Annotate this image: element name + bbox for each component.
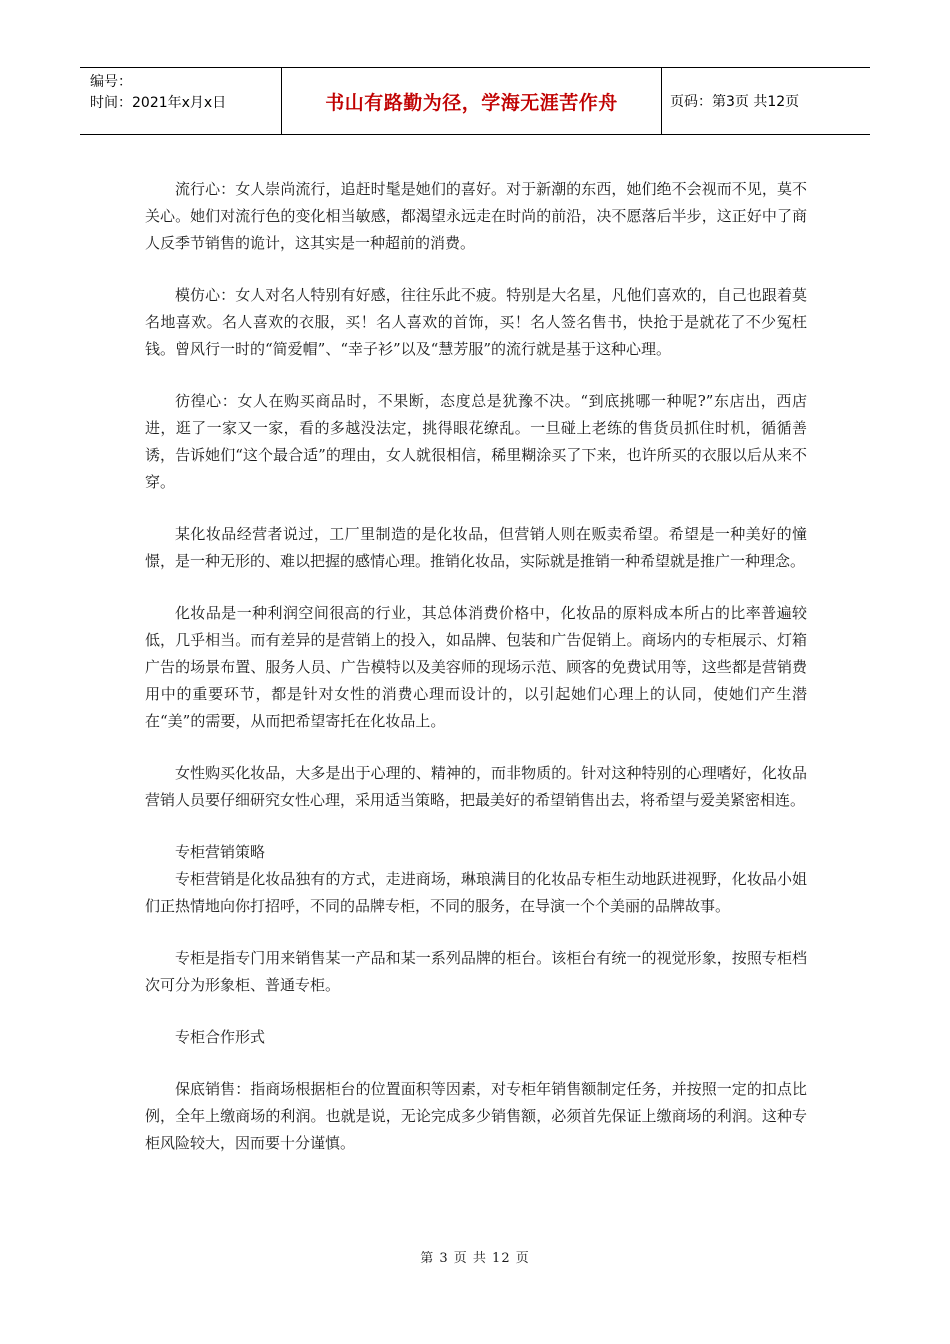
document-body (145, 176, 807, 1182)
section-heading-counter-strategy: 专柜营销策略 (175, 843, 266, 861)
header-page-number: 页码：第3页 共12页 (670, 94, 800, 110)
paragraph-profit-margin: 化妆品是一种利润空间很高的行业，其总体消费价格中，化妆品的原料成本所占的比率普遍较低，几乎相当。而有差异的是营销上的投入，如品牌、包装和广告促销上。商场内的专柜展示、灯箱广告的场景布置、服务人员、广告模特以及美容师的现场示范、顾客的免费试用等，这些都是营销费用中的重要环节，都是针对女性的消费心理而设计的，以引起她们心理上的认同，使她们产生潜在“美”的需要，从而把希望寄托在化妆品上。 (145, 604, 807, 730)
paragraph-counter-marketing: 专柜营销是化妆品独有的方式，走进商场，琳琅满目的化妆品专柜生动地跃进视野，化妆品小姐们正热情地向你打招呼，不同的品牌专柜，不同的服务，在导演一个个美丽的品牌故事。 (145, 870, 807, 915)
page-footer: 第 3 页 共 12 页 (420, 1251, 530, 1266)
paragraph-counter-definition: 专柜是指专门用来销售某一产品和某一系列品牌的柜台。该柜台有统一的视觉形象，按照专柜档次可分为形象柜、普通专柜。 (145, 949, 807, 994)
doc-number-label: 编号： (90, 74, 132, 90)
paragraph-imitation: 模仿心：女人对名人特别有好感，往往乐此不疲。特别是大名星，凡他们喜欢的，自己也跟着莫名地喜欢。名人喜欢的衣服，买！名人喜欢的首饰，买！名人签名售书，快抢于是就花了不少冤枉钱。曾风行一时的“简爱帽”、“幸子衫”以及“慧芳服”的流行就是基于这种心理。 (145, 286, 807, 358)
header-motto: 书山有路勤为径，学海无涯苦作舟 (282, 68, 662, 134)
page-header (80, 67, 870, 135)
date-label: 时间：2021年x月x日 (90, 95, 227, 111)
header-meta (80, 68, 282, 134)
paragraph-guaranteed-sales: 保底销售：指商场根据柜台的位置面积等因素，对专柜年销售额制定任务，并按照一定的扣点比例，全年上缴商场的利润。也就是说，无论完成多少销售额，必须首先保证上缴商场的利润。这种专柜风险较大，因而要十分谨慎。 (145, 1080, 807, 1152)
paragraph-female-purchase: 女性购买化妆品，大多是出于心理的、精神的，而非物质的。针对这种特别的心理嗜好，化妆品营销人员要仔细研究女性心理，采用适当策略，把最美好的希望销售出去，将希望与爱美紧密相连。 (145, 764, 807, 809)
paragraph-fashion: 流行心：女人崇尚流行，追赶时髦是她们的喜好。对于新潮的东西，她们绝不会视而不见，莫不关心。她们对流行色的变化相当敏感，都渴望永远走在时尚的前沿，决不愿落后半步，这正好中了商人反季节销售的诡计，这其实是一种超前的消费。 (145, 180, 807, 252)
paragraph-selling-hope: 某化妆品经营者说过，工厂里制造的是化妆品，但营销人则在贩卖希望。希望是一种美好的憧憬，是一种无形的、难以把握的感情心理。推销化妆品，实际就是推销一种希望就是推广一种理念。 (145, 525, 807, 570)
paragraph-hesitation: 彷徨心：女人在购买商品时，不果断，态度总是犹豫不决。“到底挑哪一种呢?”东店出，西店进，逛了一家又一家，看的多越没法定，挑得眼花缭乱。一旦碰上老练的售货员抓住时机，循循善诱，告诉她们“这个最合适”的理由，女人就很相信，稀里糊涂买了下来，也许所买的衣服以后从来不穿。 (145, 392, 807, 491)
section-heading-cooperation: 专柜合作形式 (175, 1028, 266, 1046)
